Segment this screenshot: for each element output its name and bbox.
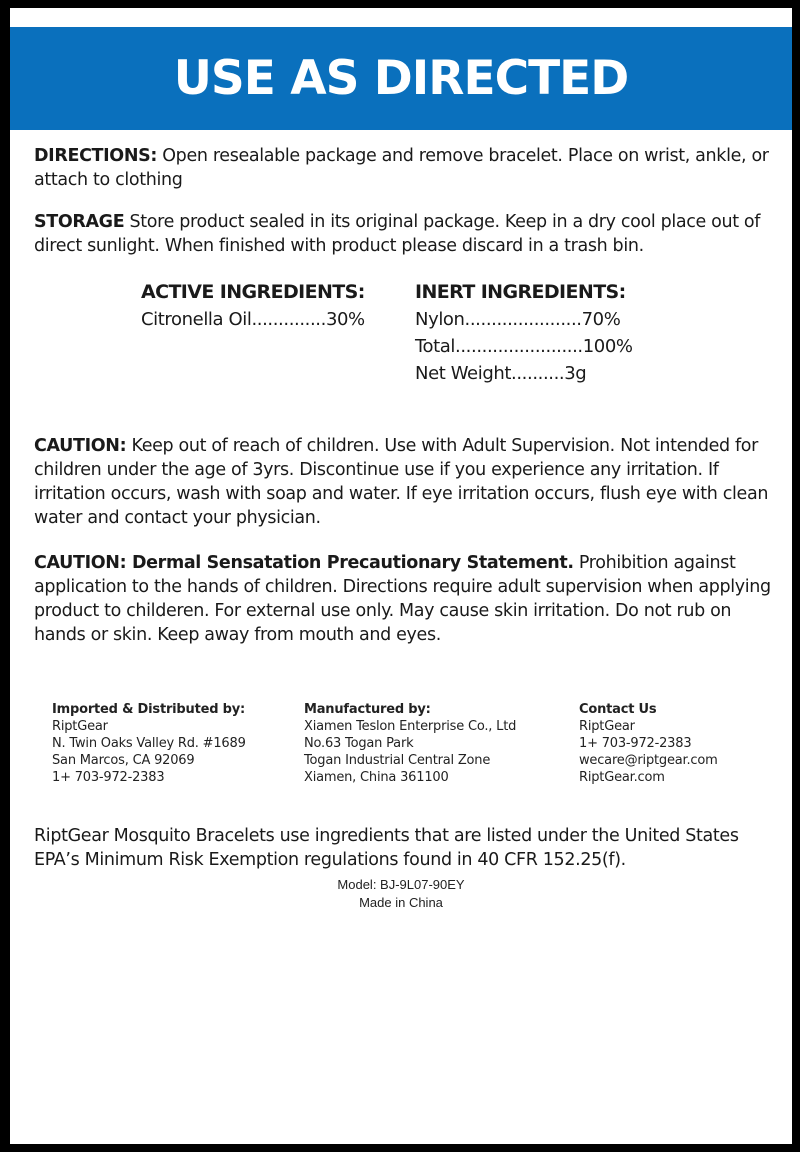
inert-ingredient-item: Total........................100%	[415, 336, 633, 357]
model-info	[10, 876, 792, 912]
caution-text: Keep out of reach of children. Use with Adult Supervision. Not intended for children under the age of 3yrs. Discontinue use if you experience any irritation. If irritation occurs, wash with soap and water. If eye irritation occurs, flush eye with clean water and contact your physician.	[34, 436, 769, 528]
inert-ingredient-item: Nylon......................70%	[415, 309, 621, 330]
page-title: USE AS DIRECTED	[173, 51, 629, 106]
contact-line: 1+ 703-972-2383	[579, 736, 692, 751]
directions-text: Open resealable package and remove bracelet. Place on wrist, ankle, or attach to clothing	[34, 146, 769, 190]
directions-label: DIRECTIONS:	[34, 146, 158, 166]
importer-line: N. Twin Oaks Valley Rd. #1689	[52, 736, 246, 751]
storage-text: Store product sealed in its original package. Keep in a dry cool place out of direct sunlight. When finished with product please discard in a trash bin.	[34, 212, 761, 256]
epa-statement: RiptGear Mosquito Bracelets use ingredients that are listed under the United States EPA’s Minimum Risk Exemption regulations found in 40 CFR 152.25(f).	[34, 826, 739, 870]
importer-line: 1+ 703-972-2383	[52, 770, 165, 785]
country-of-origin: Made in China	[359, 895, 443, 910]
label-page	[10, 8, 792, 1144]
contact-website: RiptGear.com	[579, 770, 665, 785]
directions-section	[34, 144, 774, 192]
importer-heading: Imported & Distributed by:	[52, 702, 246, 717]
active-ingredient-item: Citronella Oil..............30%	[141, 309, 365, 330]
contact-heading: Contact Us	[579, 702, 657, 717]
inert-ingredients-heading: INERT INGREDIENTS:	[415, 281, 626, 303]
importer-line: San Marcos, CA 92069	[52, 753, 195, 768]
manufacturer-line: No.63 Togan Park	[304, 736, 414, 751]
active-ingredients	[141, 279, 365, 333]
manufacturer-line: Xiamen Teslon Enterprise Co., Ltd	[304, 719, 517, 734]
storage-section	[34, 210, 774, 258]
active-ingredients-heading: ACTIVE INGREDIENTS:	[141, 281, 365, 303]
importer-line: RiptGear	[52, 719, 108, 734]
model-number: Model: BJ-9L07-90EY	[337, 877, 465, 892]
manufacturer-line: Togan Industrial Central Zone	[304, 753, 491, 768]
contact-block	[579, 701, 718, 786]
contact-email: wecare@riptgear.com	[579, 753, 718, 768]
title-banner	[10, 27, 792, 130]
caution-section	[34, 434, 774, 530]
contact-line: RiptGear	[579, 719, 635, 734]
dermal-caution-label: CAUTION: Dermal Sensatation Precautionary Statement.	[34, 553, 574, 573]
caution-label: CAUTION:	[34, 436, 127, 456]
inert-ingredient-item: Net Weight..........3g	[415, 363, 587, 384]
manufacturer-block	[304, 701, 516, 786]
dermal-caution-text: Prohibition against application to the hands of children. Directions require adult supervision when applying product to childeren. For external use only. May cause skin irritation. Do not rub on hands or skin. Keep away from mouth and eyes.	[34, 553, 771, 645]
dermal-caution-section	[34, 551, 774, 647]
manufacturer-heading: Manufactured by:	[304, 702, 431, 717]
manufacturer-line: Xiamen, China 361100	[304, 770, 449, 785]
inert-ingredients	[415, 279, 633, 387]
storage-label: STORAGE	[34, 212, 125, 232]
importer-block	[52, 701, 246, 786]
